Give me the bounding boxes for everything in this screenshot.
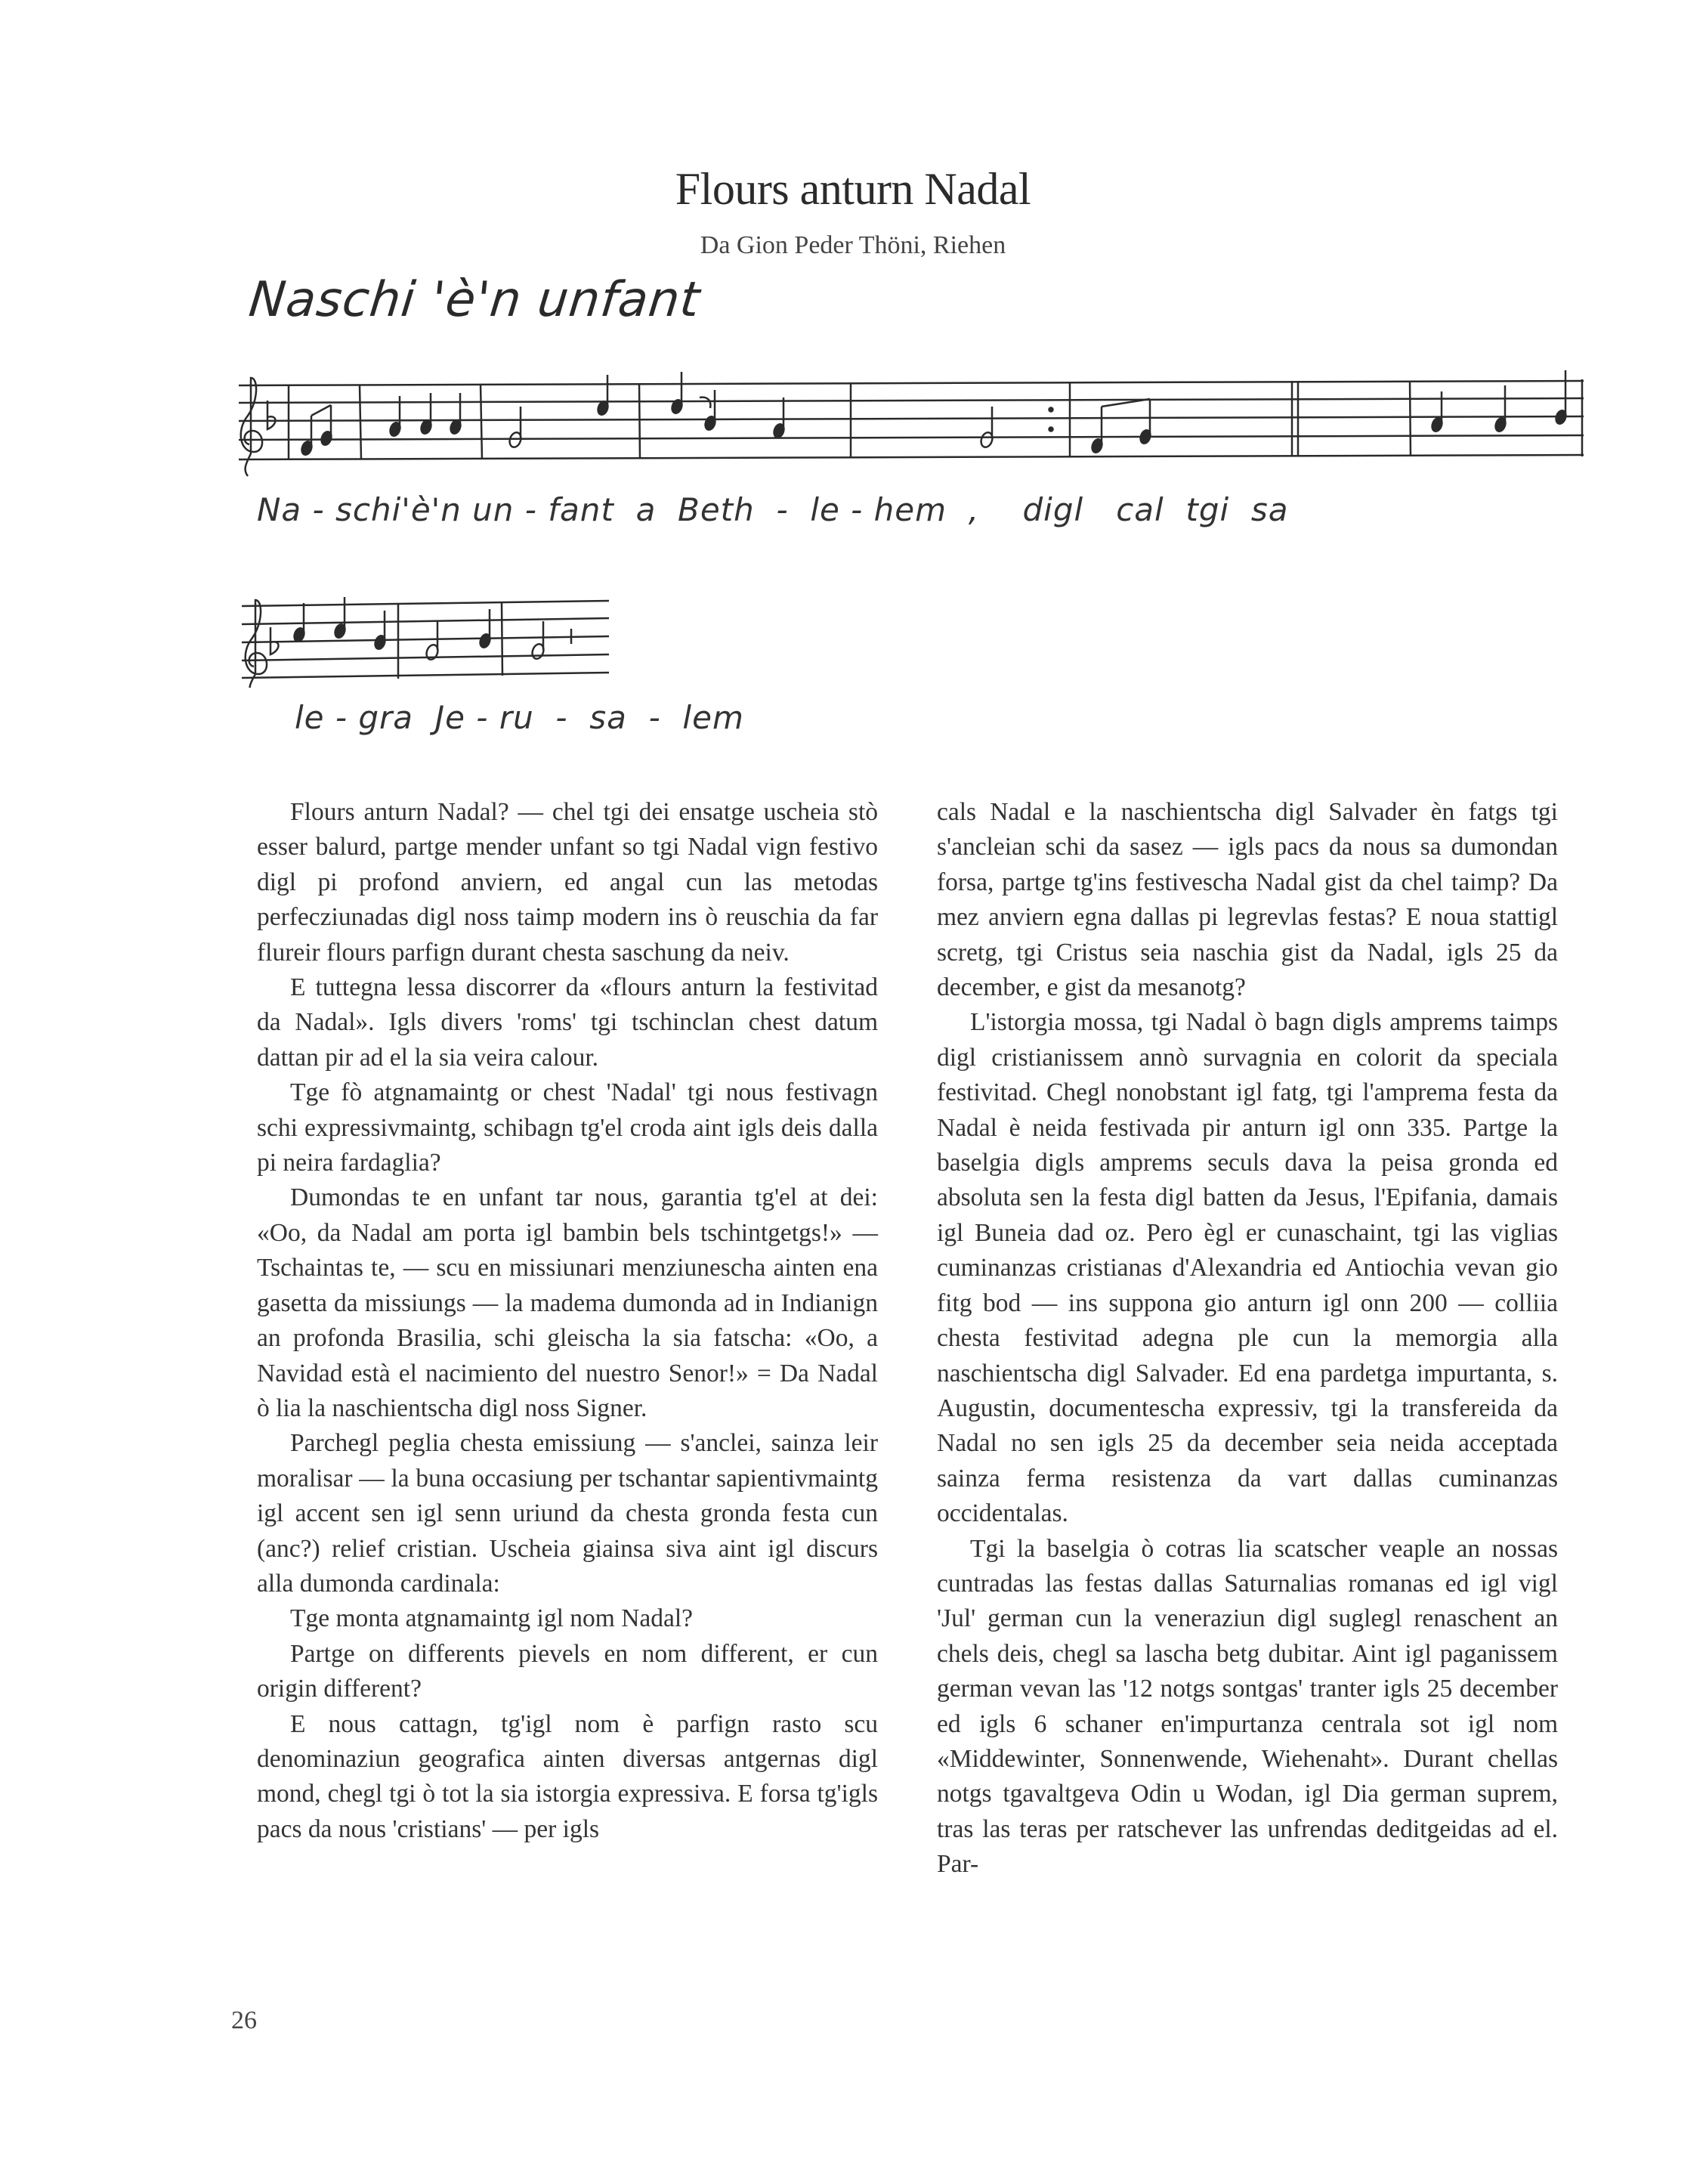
paragraph: Tge monta atgnamaintg igl nom Nadal? (290, 1604, 694, 1633)
paragraph: Tge fò atgnamaintg or chest 'Nadal' tgi nous festivagn schi expressivmaintg, schibagn tg'el croda aint igls deis dalla pi neira fardaglia? (257, 1078, 878, 1177)
paragraph: E nous cattagn, tg'igl nom è parfign rasto scu denominaziun geografica ainten diversas antgernas digl mond, chegl tgi ò tot la sia istorgia expressiva. E forsa tg'igls pacs da nous 'cristians' — per igls (257, 1709, 878, 1843)
staff-line (239, 398, 1584, 403)
barline (639, 383, 640, 459)
staff-line (239, 381, 1584, 385)
page-number: 26 (231, 2006, 257, 2034)
paragraph: Dumondas te en unfant tar nous, garantia tg'el at dei: «Oo, da Nadal am porta igl bambin bels tschintgetgs!» — Tschaintas te, — scu en missiunari menziunescha ainten ena gasetta da missiungs — la madema dumonda ad in Indianign an profonda Brasilia, schi gleischa la sia fatscha: «Oo, a Navidad està el nacimiento del nuestro Senor!» = Da Nadal ò lia la naschientscha digl noss Signer. (257, 1183, 878, 1422)
paragraph: Flours anturn Nadal? — chel tgi dei ensatge uscheia stò esser balurd, partge mender unfant so tgi Nadal vign festivo digl pi profond anviern, ed angal cun las metodas perfecziunadas digl noss taimp modern ins ò reuschia da far flureir flours parfign durant chesta saschung da neiv. (257, 798, 878, 967)
paragraph: cals Nadal e la naschientscha digl Salvader èn fatgs tgi s'ancleian schi da sasez — igls pacs da nous sa dumondan forsa, partge tg'ins festivescha Nadal gist da chel taimp? Da mez anviern egna dallas pi legrevlas festas? E noua stattigl scretg, tgi Cristus seia naschia gist da Nadal, igls 25 da december, e gist da mesanotg? (937, 798, 1558, 1002)
repeat-dot (1049, 428, 1053, 432)
song-title: Naschi 'è'n unfant (246, 272, 703, 328)
treble-clef-icon (246, 600, 267, 688)
paragraph: E tuttegna lessa discorrer da «flours anturn la festivitad da Nadal». Igls divers 'roms' tgi tschinclan chest datum dattan pir ad el la sia veira calour. (257, 973, 878, 1072)
song-lyrics-line-2: le - gra Je - ru - sa - lem (295, 699, 744, 736)
paragraph: Tgi la baselgia ò cotras lia scatscher veaple an nossas cuntradas las festas dallas Saturnalias romanas ed igl vigl 'Jul' german cun la veneraziun digl suglegl renaschent an chels deis, chegl sa lascha betg dubitar. Aint igl paganissem german vevan las '12 notgs sontgas' tranter igls 25 december ed igls 6 schaner en'impurtanza centrala sot igl nom «Middewinter, Sonnenwende, Wiehenaht». Durant chellas notgs tgavaltgeva Odin u Wodan, igl Dia german suprem, tras las teras per ratschever las unfrendas deditgeidas ad el. Par- (937, 1534, 1558, 1879)
paragraph: Parchegl peglia chesta emissiung — s'anclei, sainza leir moralisar — la buna occasiung per tschantar sapientivmaintg igl accent sen igl senn uriund da chesta gronda festa cun (anc?) relief cristian. Uscheia giainsa siva aint igl discurs alla dumonda cardinala: (257, 1429, 878, 1598)
staff-line (239, 435, 1584, 440)
treble-clef-icon (241, 378, 262, 476)
music-staff-1 (231, 370, 1591, 484)
staff-line (242, 618, 609, 624)
staff-line (242, 601, 609, 606)
staff-line (242, 673, 609, 678)
article-title: Flours anturn Nadal (675, 164, 1031, 214)
article-byline: Da Gion Peder Thöni, Riehen (700, 231, 1006, 259)
paragraph: Partge on differents pievels en nom different, er cun origin different? (257, 1639, 878, 1703)
music-staff-2 (239, 589, 617, 688)
barline (360, 385, 361, 459)
paragraph: L'istorgia mossa, tgi Nadal ò bagn digls amprems taimps digl cristianissem annò survagnia en colorit da speciala festivitad. Chegl nonobstant igl fatg, tgi l'amprema festa da Nadal è neida festivada pir anturn igl onn 335. Partge la baselgia digls amprems seculs dava la peisa gronda ed absoluta sen la festa digl batten da Jesus, l'Epifania, damais igl Buneia dad oz. Pero ègl er cunaschaint, tgi las viglias cuminanzas cristianas d'Alexandria ed Antiochia vevan gio fitg bod — ins suppona gio anturn igl onn 200 — colliia chesta festivitad adegna ple cun la memorgia alla naschientscha digl Salvader. Ed ena pardetga impurtanta, s. Augustin, documentescha expressiv, tgi la transfereida da Nadal no sen igls 25 da december seia neida acceptada sainza ferma resistenza da vart dallas cuminanzas occidentalas. (937, 1008, 1558, 1528)
notes-group (292, 597, 545, 661)
staff-line (242, 654, 609, 660)
music-staff-1-notation (231, 370, 1591, 484)
staff-line (239, 416, 1584, 421)
article-column-left (257, 795, 878, 1847)
song-lyrics-line-1: Na - schi'è'n un - fant a Beth - le - hem , digl cal tgi sa (257, 491, 1289, 528)
barline (1410, 381, 1411, 456)
staff-line (239, 455, 1584, 459)
article-column-right (937, 795, 1558, 1882)
barline (481, 384, 482, 459)
music-staff-2-notation (239, 589, 617, 688)
flat-icon (267, 401, 276, 429)
repeat-dot (1049, 408, 1053, 412)
